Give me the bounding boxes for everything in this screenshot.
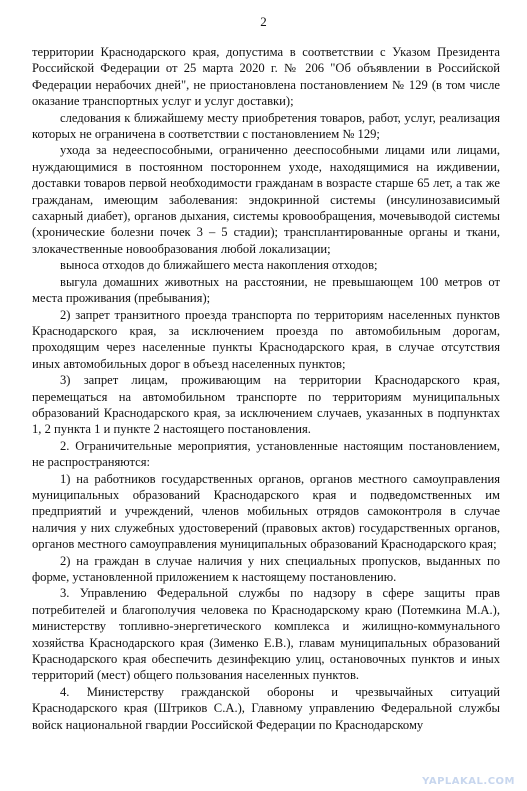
paragraph: выноса отходов до ближайшего места накопления отходов;	[60, 258, 378, 273]
watermark: YAPLAKAL.COM	[422, 776, 515, 787]
paragraph: 1) на работников государственных органов, органов местного самоуправления муниципальных образований Краснодарского края и подведомственных им предприятий и учреждений, членов мобильных отрядов самоконтроля в случае наличия у них служебных удостоверений (правовых актов) государственных органов, органов местного самоуправления муниципальных образований Краснодарского края;	[32, 471, 500, 552]
paragraph: 3) запрет лицам, проживающим на территории Краснодарского края, перемещаться на автомобильном транспорте по территориям муниципальных образований Краснодарского края, за исключением случаев, указанных в подпунктах 1, 2 пункта 1 и пункте 2 настоящего постановления.	[32, 373, 500, 437]
paragraph: ухода за недееспособными, ограниченно дееспособными лицами или лицами, нуждающимися в постоянном постороннем уходе, находящимися на иждивении, доставки товаров первой необходимости гражданам в возрасте старше 65 лет, а так же гражданам, имеющим заболевания: эндокринной системы (инсулинозависимый сахарный диабет), органов дыхания, системы кровообращения, мочевыводой системы (хронические болезни почек 3 – 5 стадии); трансплантированные органы и ткани, злокачественные новообразования любой локализации;	[32, 143, 500, 256]
paragraph: территории Краснодарского края, допустима в соответствии с Указом Президента Российской Федерации от 25 марта 2020 г. № 206 "Об объявлении в Российской Федерации нерабочих дней", не приостановлена постановлением № 129 (в том числе оказание транспортных услуг и услуг доставки);	[32, 45, 500, 109]
paragraph: выгула домашних животных на расстоянии, не превышающем 100 метров от места проживания (пребывания);	[32, 274, 500, 306]
paragraph: 3. Управлению Федеральной службы по надзору в сфере защиты прав потребителей и благополучия человека по Краснодарскому краю (Потемкина М.А.), министерству топливно-энергетического комплекса и жилищно-коммунального хозяйства Краснодарского края (Зименко Е.В.), главам муниципальных образований Краснодарского края обеспечить дезинфекцию улиц, остановочных пунктов и иных территорий (мест) общего пользования населенных пунктов.	[32, 586, 500, 683]
paragraph: 4. Министерству гражданской обороны и чрезвычайных ситуаций Краснодарского края (Штриков С.А.), Главному управлению Федеральной службы войск национальной гвардии Российской Федерации по Краснодарскому	[32, 684, 500, 732]
document-body	[32, 44, 500, 733]
paragraph: 2) на граждан в случае наличия у них специальных пропусков, выданных по форме, установленной приложением к настоящему постановлению.	[32, 553, 500, 584]
paragraph: 2) запрет транзитного проезда транспорта по территориям населенных пунктов Краснодарского края, за исключением проезда по автомобильным дорогам, проходящим через населенные пункты Краснодарского края, в случае отсутствия иных автомобильных дорог в объезд населенных пунктов;	[32, 307, 500, 371]
paragraph: следования к ближайшему месту приобретения товаров, работ, услуг, реализация которых не ограничена в соответствии с постановлением № 129;	[32, 110, 500, 142]
paragraph: 2. Ограничительные мероприятия, установленные настоящим постановлением, не распространяются:	[32, 438, 500, 470]
page-number: 2	[260, 14, 267, 29]
